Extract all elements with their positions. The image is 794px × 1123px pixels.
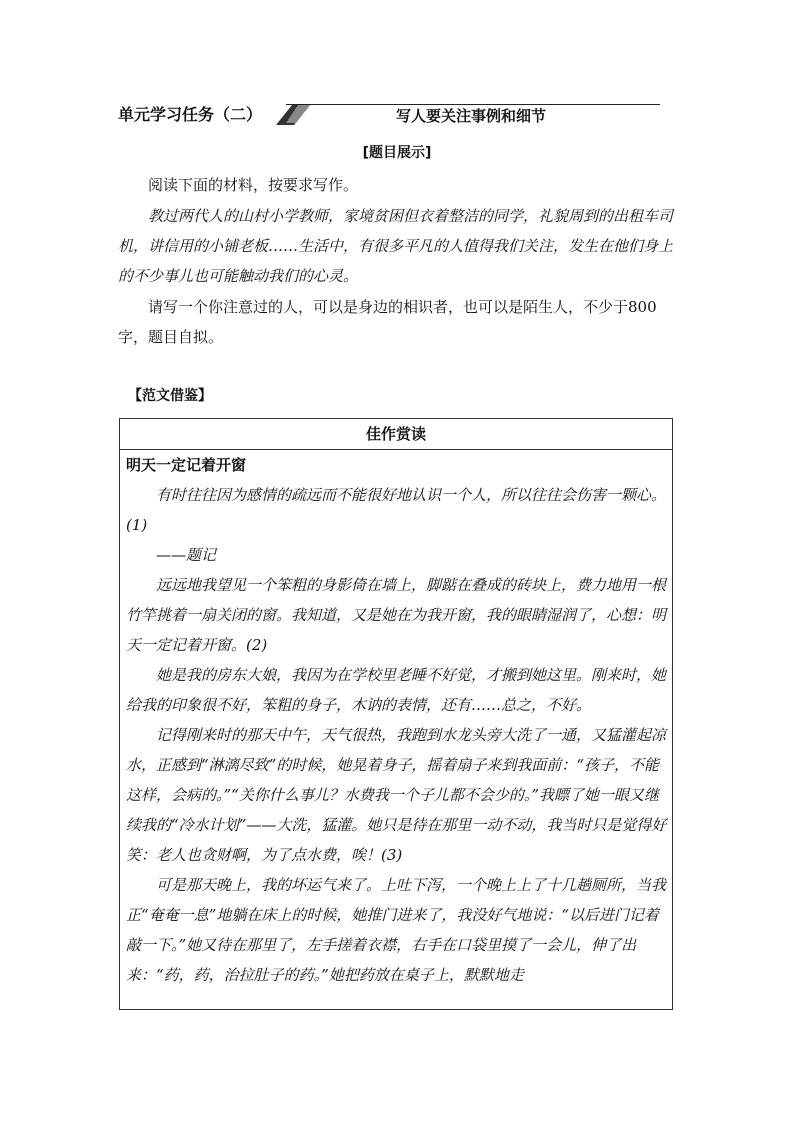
model-essay-label: 【范文借鉴】 [128, 388, 212, 404]
essay-title: 明天一定记着开窗 [126, 456, 247, 474]
essay-box [119, 418, 673, 1010]
essay-paragraph: 可是那天晚上，我的坏运气来了。上吐下泻，一个晚上上了十几趟厕所，当我正“奄奄一息”地躺在床上的时候，她推门进来了，我没好气地说：“以后进门记着敲一下。”她又待在那里了，左手搓着衣襟，右手在口袋里摸了一会儿，伸了出来：“药，药，治拉肚子的药。”她把药放在桌子上，默默地走 [126, 876, 667, 984]
header-rule [286, 104, 660, 105]
requirement-text: 请写一个你注意过的人，可以是身边的相识者，也可以是陌生人，不少于800字，题目自拟。 [118, 298, 657, 346]
essay-paragraph: 她是我的房东大娘，我因为在学校里老睡不好觉，才搬到她这里。刚来时，她给我的印象很不好，笨粗的身子，木讷的表情，还有……总之，不好。 [126, 666, 667, 714]
slash-decoration [272, 104, 312, 126]
essay-epigraph: 有时往往因为感情的疏远而不能很好地认识一个人，所以往往会伤害一颗心。(1) [126, 486, 667, 534]
unit-header [118, 104, 660, 126]
material-text: 教过两代人的山村小学教师，家境贫困但衣着整洁的同学，礼貌周到的出租车司机，讲信用的小铺老板……生活中，有很多平凡的人值得我们关注，发生在他们身上的不少事儿也可能触动我们的心灵。 [118, 207, 674, 285]
essay-byline: ——题记 [156, 546, 217, 564]
essay-box-header: 佳作赏读 [120, 419, 672, 450]
page-title: 写人要关注事例和细节 [396, 107, 547, 125]
instruction-text: 阅读下面的材料，按要求写作。 [148, 176, 359, 194]
unit-label: 单元学习任务（二） [118, 105, 263, 124]
essay-paragraph: 记得刚来时的那天中午，天气很热，我跑到水龙头旁大洗了一通，又猛灌起凉水，正感到“淋漓尽致”的时候，她晃着身子，摇着扇子来到我面前：“孩子，不能这样，会病的。”“关你什么事儿？水费我一个子儿都不会少的。”我瞟了她一眼又继续我的“冷水计划”——大洗，猛灌。她只是待在那里一动不动，我当时只是觉得好笑：老人也贪财啊，为了点水费，唉！(3) [126, 726, 667, 864]
section-tag: [题目展示] [362, 145, 432, 161]
essay-paragraph: 远远地我望见一个笨粗的身影倚在墙上，脚踮在叠成的砖块上，费力地用一根竹竿挑着一扇关闭的窗。我知道，又是她在为我开窗，我的眼睛湿润了，心想：明天一定记着开窗。(2) [126, 576, 667, 654]
